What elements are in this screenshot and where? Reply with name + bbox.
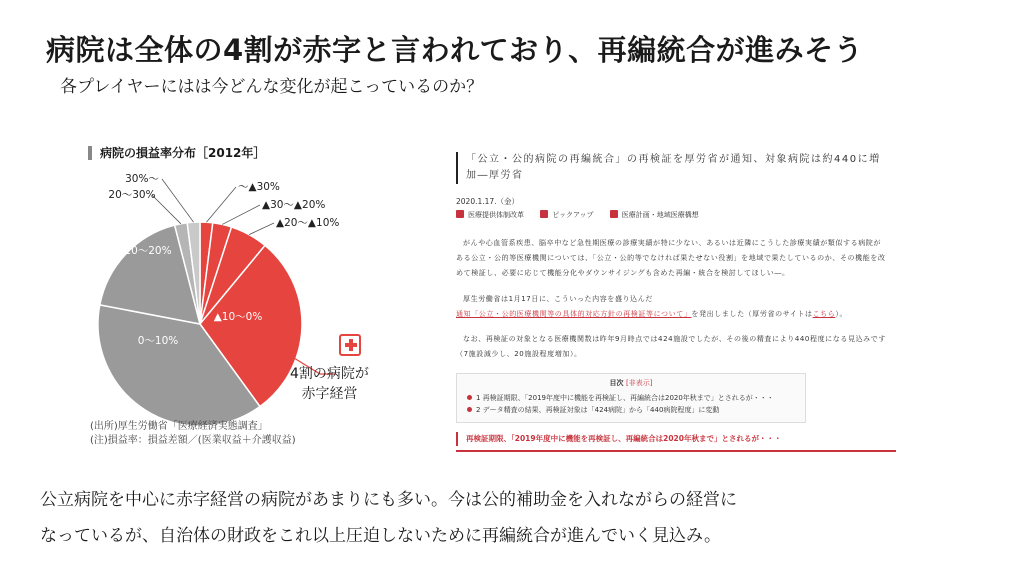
leader-line [222, 205, 260, 224]
leader-line [162, 179, 194, 222]
article-date: 2020.1.17.（金） [456, 197, 520, 206]
article-section-heading: 再検証期限、「2019年度中に機能を再検証し、再編統合は2020年秋まで」とされるが・・・ [456, 432, 896, 446]
article-screenshot [446, 150, 896, 455]
article-paragraph-3: なお、再検証の対象となる医療機関数は昨年9月時点では424施設でしたが、その後の精査により440程度になる見込みです（7施設減少し、20施設程度増加）。 [456, 335, 886, 358]
slice-label: 20〜30% [108, 189, 156, 201]
callout-line2: 赤字経営 [301, 386, 358, 402]
slide-title: 病院は全体の4割が赤字と言われており、再編統合が進みそう [46, 33, 864, 67]
pie-chart [88, 168, 408, 448]
deficit-callout [290, 364, 369, 404]
chart-source-note: (出所)厚生労働省「医療経済実態調査」 [90, 421, 268, 432]
leader-line [249, 223, 274, 235]
toc-item[interactable]: 2 データ精査の結果、再検証対象は「424病院」から「440病院程度」に変動 [467, 404, 795, 416]
article-headline: 「公立・公的病院の再編統合」の再検証を厚労省が通知、対象病院は約440に増加―厚労省 [456, 152, 891, 184]
notice-link[interactable]: 通知「公立・公的医療機関等の具体的対応方針の再検証等について」 [456, 310, 692, 318]
toc-item[interactable]: 1 再検証期限、「2019年度中に機能を再検証し、再編統合は2020年秋まで」とされるが・・・ [467, 392, 795, 404]
summary-line1: 公立病院を中心に赤字経営の病院があまりにも多い。今は公的補助金を入れながらの経営に [40, 490, 737, 510]
leader-line [206, 187, 236, 222]
chart-notes [90, 420, 296, 448]
slice-label: ▲30〜▲20% [262, 199, 326, 211]
tag-icon [540, 210, 548, 218]
bottom-summary [40, 482, 990, 554]
tag-icon [456, 210, 464, 218]
chart-title: 病院の損益率分布［2012年］ [88, 146, 265, 160]
bullet-icon [467, 407, 472, 412]
tag-item[interactable]: 医療提供体制改革 [456, 210, 524, 220]
article-paragraph-1: がんや心血管系疾患、脳卒中など急性期医療の診療実績が特に少ない、あるいは近隣にこうした診療実績が類似する病院がある公立・公的等医療機関については、「公立・公的等でなければ果たせない役割」を地域で果たしているのか、その機能を改めて検証し、必要に応じて機能分化やダウンサイジングも含めた再編・統合を検討してほしい―。 [456, 239, 886, 277]
chart-formula-note: (注)損益率：損益差額／(医業収益＋介護収益) [90, 435, 296, 446]
slice-label: 0〜10% [137, 335, 179, 347]
slice-label: 10〜20% [124, 245, 172, 257]
toc-title: 目次 [609, 379, 624, 387]
pie-chart-panel [88, 146, 408, 456]
tag-item[interactable]: ピックアップ [540, 210, 593, 220]
slice-label: ▲20〜▲10% [276, 217, 340, 229]
slice-label: ▲10〜0% [213, 311, 263, 323]
toc-toggle[interactable]: [非表示] [625, 379, 653, 387]
callout-line1: 4割の病院が [290, 366, 369, 382]
slice-label: 30%〜 [125, 173, 159, 185]
tag-icon [610, 210, 618, 218]
medical-cross-icon [339, 334, 361, 356]
slide-subtitle: 各プレイヤーにはは今どんな変化が起こっているのか？ [60, 77, 484, 97]
article-tags [456, 210, 713, 220]
tag-item[interactable]: 医療計画・地域医療構想 [610, 210, 699, 220]
article-section-rule [456, 450, 896, 452]
article-paragraph-2: 厚生労働省は1月17日に、こういった内容を盛り込んだ通知「公立・公的医療機関等の具体的対応方針の再検証等について」を発出しました（厚労省のサイトはこちら）。 [456, 295, 848, 318]
slice-label: 〜▲30% [238, 181, 280, 193]
table-of-contents [456, 373, 806, 423]
mhlw-site-link[interactable]: こちら [812, 310, 836, 318]
bullet-icon [467, 395, 472, 400]
summary-line2: なっているが、自治体の財政をこれ以上圧迫しないために再編統合が進んでいく見込み。 [40, 526, 722, 546]
